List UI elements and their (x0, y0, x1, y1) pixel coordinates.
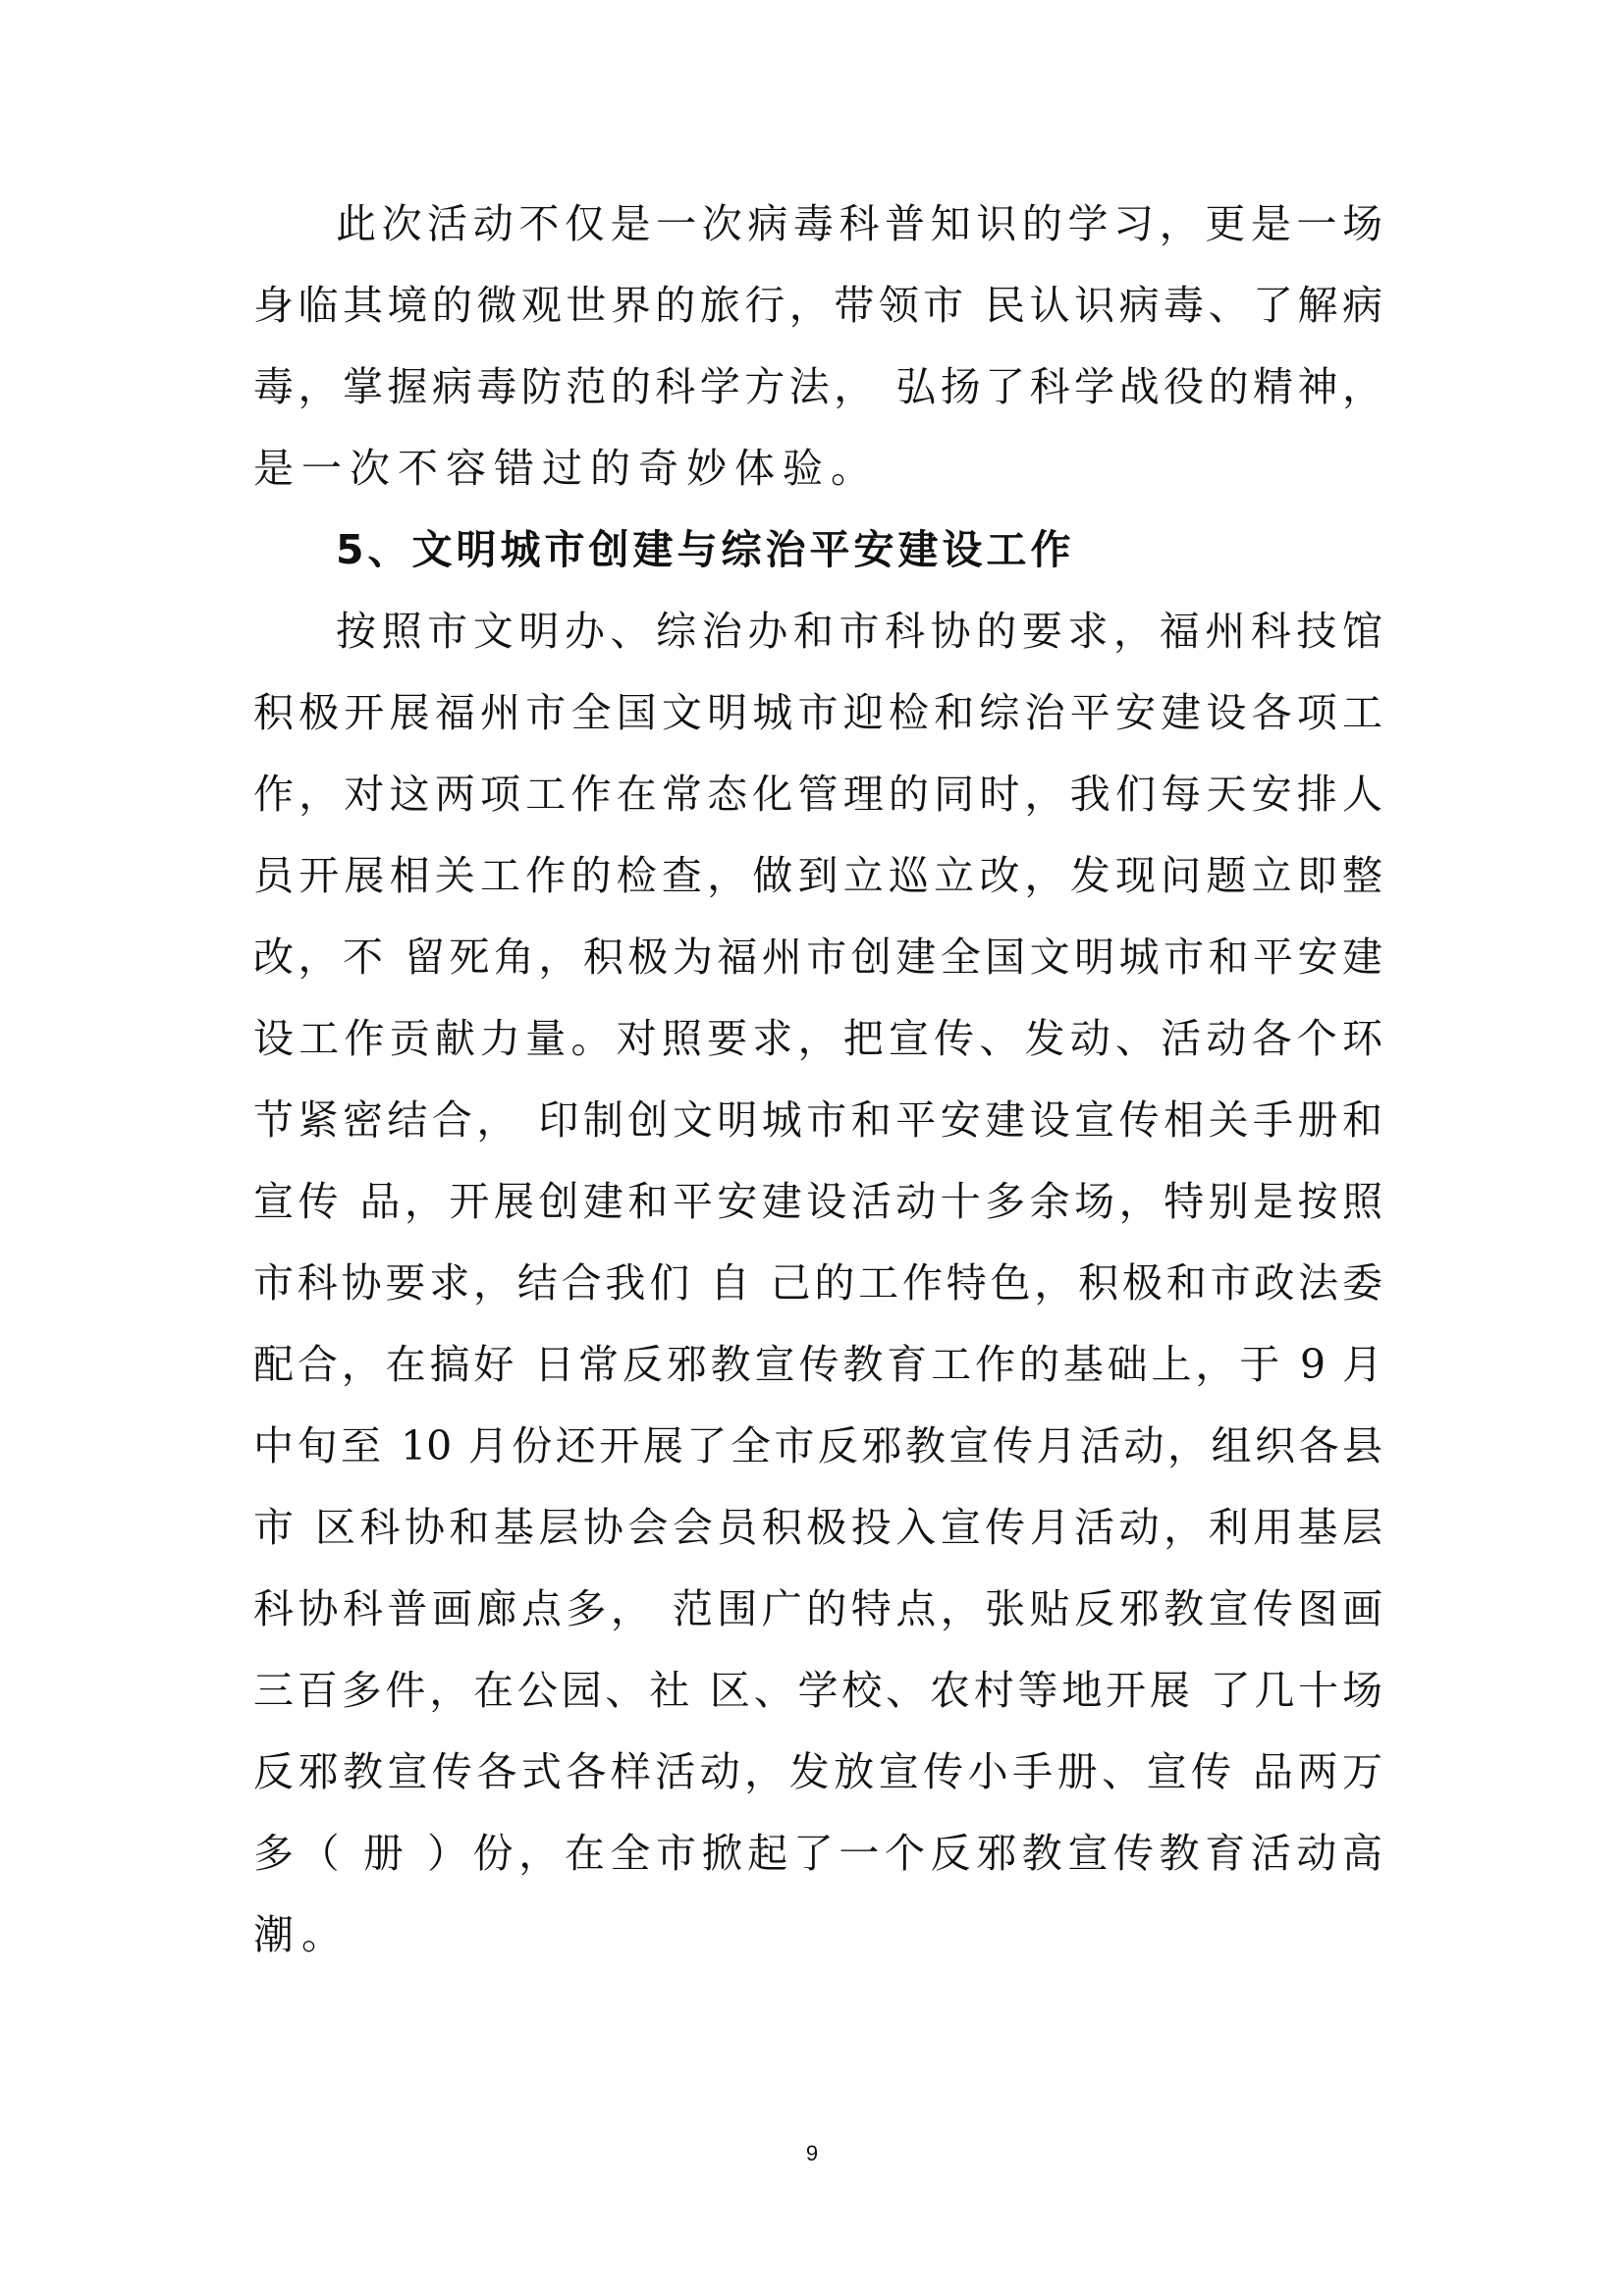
paragraph-line: 科协科普画廊点多， 范围广的特点，张贴反邪教宣传图画 (253, 1585, 1382, 1632)
paragraph-line: 积极开展福州市全国文明城市迎检和综治平安建设各项工 (253, 689, 1382, 736)
paragraph-line: 节紧密结合， 印制创文明城市和平安建设宣传相关手册和 (253, 1096, 1382, 1144)
paragraph-line: 毒，掌握病毒防范的科学方法， 弘扬了科学战役的精神， (253, 363, 1382, 410)
paragraph-line: 宣传 品，开展创建和平安建设活动十多余场，特别是按照 (253, 1178, 1382, 1225)
paragraph-line: 市 区科协和基层协会会员积极投入宣传月活动，利用基层 (253, 1504, 1382, 1551)
paragraph-line: 三百多件，在公园、社 区、学校、农村等地开展 了几十场 (253, 1667, 1382, 1714)
paragraph-line: 作，对这两项工作在常态化管理的同时，我们每天安排人 (253, 771, 1382, 818)
paragraph-line: 潮。 (253, 1911, 350, 1958)
paragraph-line: 配合，在搞好 日常反邪教宣传教育工作的基础上，于 9 月 (253, 1341, 1382, 1388)
paragraph-line: 反邪教宣传各式各样活动，发放宣传小手册、宣传 品两万 (253, 1748, 1382, 1795)
section-heading: 5、文明城市创建与综治平安建设工作 (336, 526, 1075, 573)
paragraph-line: 中旬至 10 月份还开展了全市反邪教宣传月活动，组织各县 (253, 1422, 1382, 1469)
paragraph-line: 设工作贡献力量。对照要求，把宣传、发动、活动各个环 (253, 1015, 1382, 1062)
paragraph-line: 多（ 册 ）份，在全市掀起了一个反邪教宣传教育活动高 (253, 1830, 1382, 1877)
paragraph-line: 改，不 留死角，积极为福州市创建全国文明城市和平安建 (253, 934, 1382, 981)
paragraph-line: 身临其境的微观世界的旅行，带领市 民认识病毒、了解病 (253, 282, 1382, 329)
paragraph-line: 市科协要求，结合我们 自 己的工作特色，积极和市政法委 (253, 1259, 1382, 1307)
paragraph-line: 按照市文明办、综治办和市科协的要求，福州科技馆 (336, 608, 1382, 655)
page-number: 9 (805, 2141, 819, 2165)
paragraph-line: 是一次不容错过的奇妙体验。 (253, 445, 879, 492)
paragraph-line: 员开展相关工作的检查，做到立巡立改，发现问题立即整 (253, 852, 1382, 899)
paragraph-line: 此次活动不仅是一次病毒科普知识的学习，更是一场 (336, 200, 1382, 247)
